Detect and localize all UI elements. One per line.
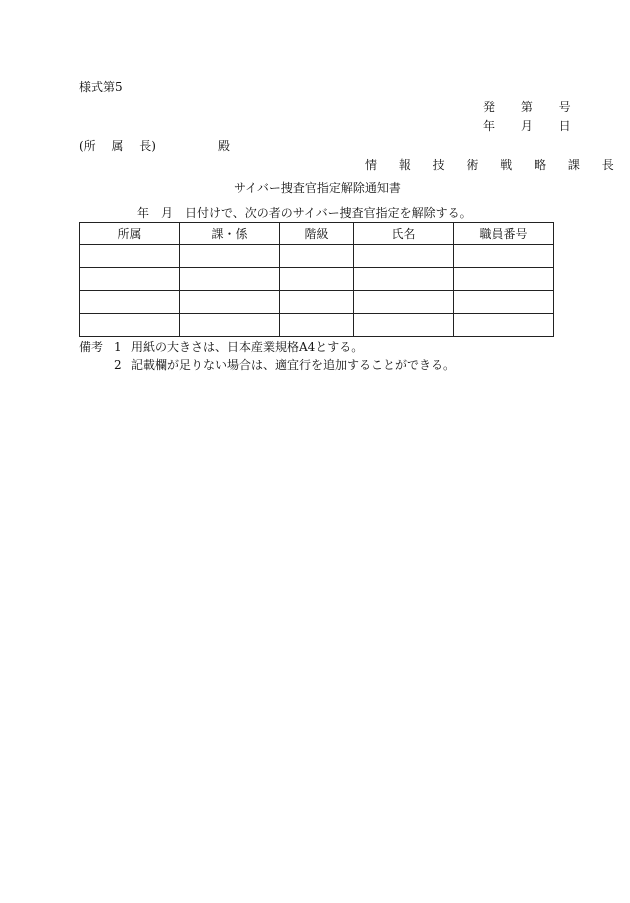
header-affiliation: 所属 — [80, 223, 180, 245]
header-employee-number: 職員番号 — [454, 223, 554, 245]
table-row — [80, 268, 554, 291]
table-cell — [280, 291, 354, 314]
table-cell — [80, 268, 180, 291]
note-number: 2 — [114, 358, 122, 372]
table-row — [80, 245, 554, 268]
sender-title: 情 報 技 術 戦 略 課 長 — [365, 158, 623, 172]
issue-number: 発 第 号 — [483, 100, 582, 114]
table-cell — [354, 268, 454, 291]
note-text: 用紙の大きさは、日本産業規格A4とする。 — [131, 340, 364, 354]
addressee-honorific: 殿 — [218, 139, 231, 153]
table-cell — [180, 268, 280, 291]
table-cell — [354, 291, 454, 314]
table-cell — [80, 314, 180, 337]
table-cell — [454, 291, 554, 314]
table-cell — [180, 245, 280, 268]
table-cell — [354, 314, 454, 337]
table-row — [80, 314, 554, 337]
personnel-table — [79, 222, 554, 337]
table-cell — [180, 314, 280, 337]
table-cell — [454, 268, 554, 291]
notes-label: 備考 — [79, 340, 104, 354]
header-name: 氏名 — [354, 223, 454, 245]
table-cell — [454, 245, 554, 268]
header-section: 課・係 — [180, 223, 280, 245]
table-cell — [280, 314, 354, 337]
table-cell — [180, 291, 280, 314]
table-cell — [454, 314, 554, 337]
table-cell — [80, 245, 180, 268]
note-text: 記載欄が足りない場合は、適宜行を追加することができる。 — [131, 358, 456, 372]
table-cell — [280, 268, 354, 291]
table-cell — [80, 291, 180, 314]
table-row — [80, 291, 554, 314]
form-number: 様式第5 — [79, 80, 123, 94]
addressee-affiliation: (所 属 長) — [79, 139, 156, 153]
header-rank: 階級 — [280, 223, 354, 245]
issue-date: 年 月 日 — [483, 119, 582, 133]
table-cell — [280, 245, 354, 268]
body-text: 年 月 日付けで、次の者のサイバー捜査官指定を解除する。 — [137, 206, 472, 220]
document-title: サイバー捜査官指定解除通知書 — [234, 181, 401, 195]
note-number: 1 — [114, 340, 122, 354]
table-cell — [354, 245, 454, 268]
table-header-row — [80, 223, 554, 245]
